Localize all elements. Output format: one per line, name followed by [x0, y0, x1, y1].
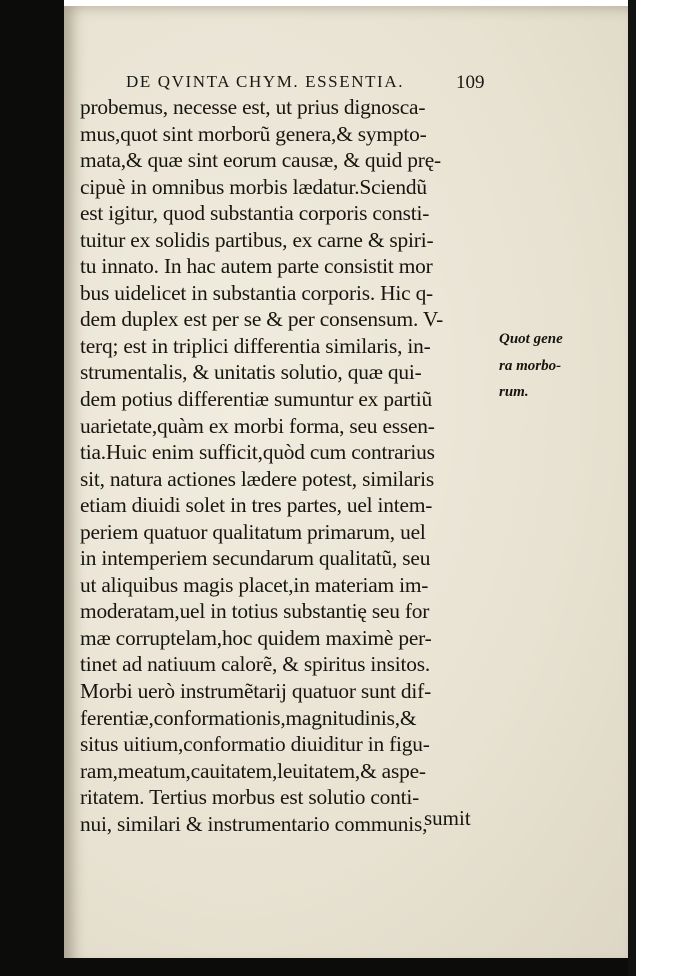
text-line: tia.Huic enim sufficit,quòd cum contrarius — [80, 440, 435, 465]
text-line: moderatam,uel in totius substantię seu for — [80, 599, 430, 624]
text-line: etiam diuidi solet in tres partes, uel intem- — [80, 493, 433, 518]
text-line: terq; est in triplici differentia similaris, in- — [80, 333, 431, 358]
text-line: nui, similari & instrumentario communis, — [80, 811, 428, 836]
scan-right-border — [628, 0, 636, 976]
running-head-title: DE QVINTA CHYM. ESSENTIA. — [126, 72, 405, 91]
text-line: in intemperiem secundarum qualitatũ, seu — [80, 546, 431, 571]
text-line: ut aliquibus magis placet,in materiam im- — [80, 572, 429, 597]
text-line: dem potius differentiæ sumuntur ex partiũ — [80, 387, 433, 412]
page-number: 109 — [456, 72, 485, 93]
text-line: dem duplex est per se & per consensum. V- — [80, 307, 444, 332]
catchword: sumit — [424, 806, 471, 830]
text-line: mæ corruptelam,hoc quidem maximè per- — [80, 625, 432, 650]
text-line: situs uitium,conformatio diuiditur in figu- — [80, 732, 430, 757]
text-line: cipuè in omnibus morbis lædatur.Sciendũ — [80, 174, 427, 199]
body-text — [80, 94, 500, 837]
marginal-note-line: Quot gene — [499, 331, 563, 347]
text-line: uarietate,quàm ex morbi forma, seu essen- — [80, 413, 435, 438]
text-line: mata,& quæ sint eorum causæ, & quid prę- — [80, 148, 441, 173]
text-line: mus,quot sint morborũ genera,& sympto- — [80, 121, 427, 146]
scan-left-border — [0, 0, 64, 976]
text-line: tinet ad natiuum calorẽ, & spiritus insitos. — [80, 652, 431, 677]
text-line: tu innato. In hac autem parte consistit mor — [80, 254, 433, 279]
text-line: est igitur, quod substantia corporis consti- — [80, 201, 430, 226]
text-line: probemus, necesse est, ut prius dignosca- — [80, 95, 426, 119]
text-line: tuitur ex solidis partibus, ex carne & spiri- — [80, 227, 434, 252]
text-line: ritatem. Tertius morbus est solutio conti- — [80, 785, 420, 810]
text-line: strumentalis, & unitatis solutio, quæ qui- — [80, 360, 422, 385]
marginal-note-line: ra morbo- — [499, 357, 562, 374]
text-line: ram,meatum,cauitatem,leuitatem,& aspe- — [80, 758, 426, 783]
marginal-note — [499, 326, 599, 406]
text-line: Morbi uerò instrumẽtarij quatuor sunt dif- — [80, 679, 432, 704]
running-head — [126, 72, 506, 92]
text-line: periem quatuor qualitatum primarum, uel — [80, 519, 426, 544]
text-line: bus uidelicet in substantia corporis. Hic q- — [80, 280, 433, 305]
scan-bottom-border — [64, 958, 630, 976]
marginal-note-line: rum. — [499, 384, 529, 400]
text-line: ferentiæ,conformationis,magnitudinis,& — [80, 705, 417, 730]
text-line: sit, natura actiones lædere potest, similaris — [80, 466, 434, 491]
